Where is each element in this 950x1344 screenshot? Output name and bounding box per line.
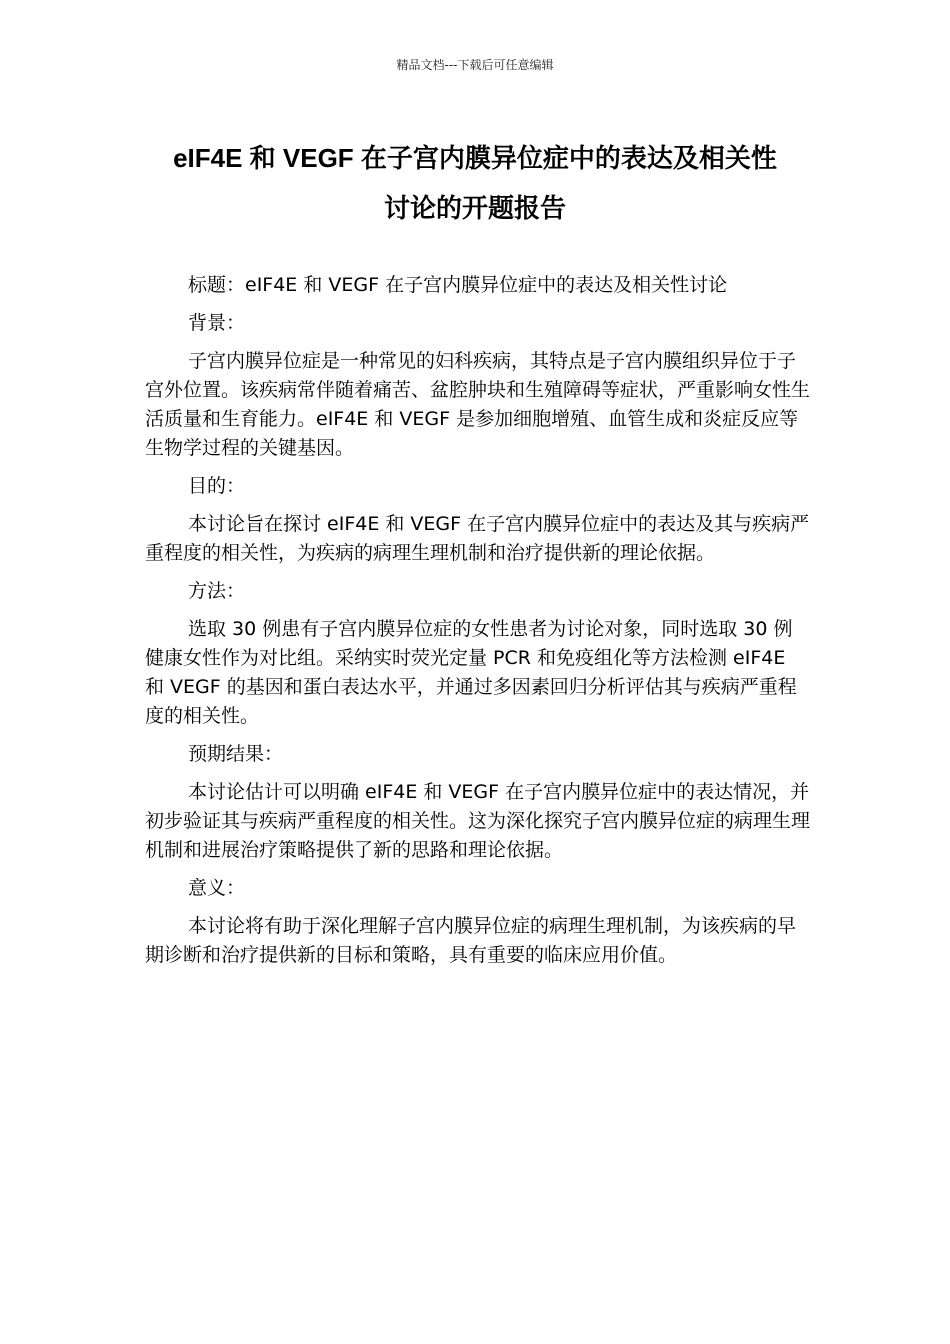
- methods-paragraph: 选取 30 例患有子宫内膜异位症的女性患者为讨论对象，同时选取 30 例健康女性作为对比组。采纳实时荧光定量 PCR 和免疫组化等方法检测 eIF4E 和 VEGF 的基因和蛋白表达水平，并通过多因素回归分析评估其与疾病严重程度的相关性。: [145, 618, 797, 727]
- background-heading: 背景：: [188, 312, 246, 334]
- expected-results-paragraph: 本讨论估计可以明确 eIF4E 和 VEGF 在子宫内膜异位症中的表达情况，并初步验证其与疾病严重程度的相关性。这为深化探究子宫内膜异位症的病理生理机制和进展治疗策略提供了新的思路和理论依据。: [145, 781, 811, 861]
- header-note: 精品文档---下载后可任意编辑: [396, 58, 554, 72]
- title-line-2: 讨论的开题报告: [383, 193, 566, 223]
- objective-paragraph: 本讨论旨在探讨 eIF4E 和 VEGF 在子宫内膜异位症中的表达及其与疾病严重程度的相关性，为疾病的病理生理机制和治疗提供新的理论依据。: [145, 513, 810, 564]
- objective-heading: 目的：: [188, 475, 246, 497]
- topic-line: 标题：eIF4E 和 VEGF 在子宫内膜异位症中的表达及相关性讨论: [188, 274, 728, 296]
- expected-results-heading: 预期结果：: [188, 743, 284, 765]
- significance-heading: 意义：: [188, 877, 246, 899]
- document-body: [145, 271, 810, 979]
- background-paragraph: 子宫内膜异位症是一种常见的妇科疾病，其特点是子宫内膜组织异位于子宫外位置。该疾病常伴随着痛苦、盆腔肿块和生殖障碍等症状，严重影响女性生活质量和生育能力。eIF4E 和 VEGF 是参加细胞增殖、血管生成和炎症反应等生物学过程的关键基因。: [145, 350, 811, 459]
- document-title: [100, 133, 850, 233]
- significance-paragraph: 本讨论将有助于深化理解子宫内膜异位症的病理生理机制，为该疾病的早期诊断和治疗提供新的目标和策略，具有重要的临床应用价值。: [145, 915, 797, 966]
- title-line-1: eIF4E 和 VEGF 在子宫内膜异位症中的表达及相关性: [173, 143, 777, 173]
- methods-heading: 方法：: [188, 580, 246, 602]
